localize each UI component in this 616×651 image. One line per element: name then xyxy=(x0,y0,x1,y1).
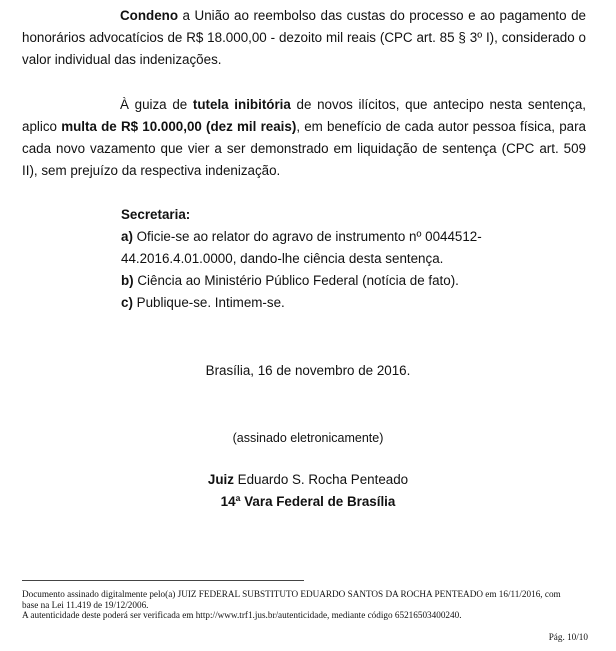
item-text: Ciência ao Ministério Público Federal (notícia de fato). xyxy=(133,273,459,288)
paragraph-condeno xyxy=(22,5,586,71)
item-text: Publique-se. Intimem-se. xyxy=(132,295,285,310)
judge-name: Eduardo S. Rocha Penteado xyxy=(233,472,409,487)
paragraph-tutela-lead: À guiza de xyxy=(120,97,193,112)
footer-note xyxy=(22,589,592,621)
secretaria-item xyxy=(121,292,591,314)
paragraph-tutela-tail: , em benefício de cada autor pessoa física, para cada novo vazamento que vier a ser demonstrado em liquidação de sentença (CPC art. 509 II), sem prejuízo da respectiva indenização. xyxy=(22,119,587,178)
paragraph-tutela-mid: de novos ilícitos, que antecipo nesta sentença, aplico xyxy=(22,97,586,134)
court-name xyxy=(0,491,616,513)
item-text: Oficie-se ao relator do agravo de instrumento nº 0044512-44.2016.4.01.0000, dando-lhe ciência desta sentença. xyxy=(121,229,482,266)
secretaria-section xyxy=(121,204,591,314)
bold-condeno: Condeno xyxy=(120,8,179,23)
footer-line: Documento assinado digitalmente pelo(a) JUIZ FEDERAL SUBSTITUTO EDUARDO SANTOS DA ROCHA PENTEADO em 16/11/2016, com xyxy=(22,589,561,599)
item-letter: b) xyxy=(121,273,134,288)
judge-title: Juiz xyxy=(207,472,234,487)
item-letter: a) xyxy=(121,229,133,244)
footer-divider xyxy=(22,580,304,581)
bold-multa: multa de R$ 10.000,00 (dez mil reais) xyxy=(61,119,297,134)
paragraph-tutela xyxy=(22,94,586,182)
judge-signature xyxy=(0,469,616,491)
secretaria-item xyxy=(121,270,591,292)
secretaria-heading: Secretaria: xyxy=(121,207,191,222)
item-letter: c) xyxy=(121,295,133,310)
footer-line: A autenticidade deste poderá ser verificada em http://www.trf1.jus.br/autenticidade, mediante código 65216503400240. xyxy=(22,610,462,620)
bold-tutela-inibitoria: tutela inibitória xyxy=(192,97,291,112)
date-line: Brasília, 16 de novembro de 2016. xyxy=(205,363,411,378)
footer-line: base na Lei 11.419 de 19/12/2006. xyxy=(22,599,149,610)
secretaria-item xyxy=(121,226,591,270)
paragraph-condeno-text: a União ao reembolso das custas do processo e ao pagamento de honorários advocatícios de R$ 18.000,00 - dezoito mil reais (CPC art. 85 § 3º I), considerado o valor individual das indenizações. xyxy=(22,8,586,67)
court-name-text: 14ª Vara Federal de Brasília xyxy=(220,494,396,509)
page-number: Pág. 10/10 xyxy=(548,632,588,642)
signed-note: (assinado eletronicamente) xyxy=(232,431,384,445)
